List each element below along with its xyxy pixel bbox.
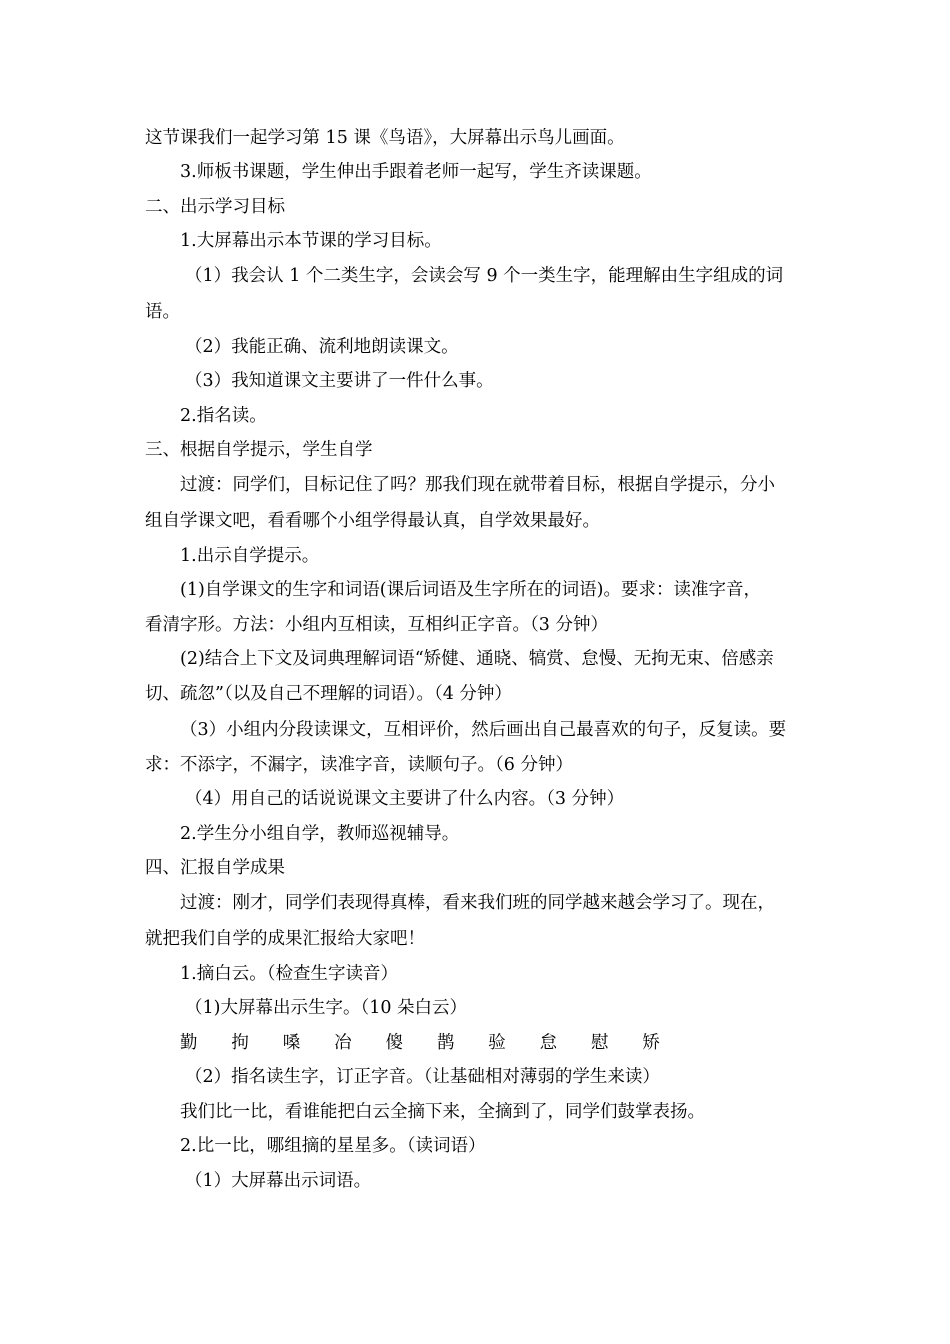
text-line: 就把我们自学的成果汇报给大家吧！	[145, 929, 425, 949]
text-line: （2）指名读生字，订正字音。（让基础相对薄弱的学生来读）	[185, 1067, 660, 1087]
text-line: 组自学课文吧，看看哪个小组学得最认真，自学效果最好。	[145, 511, 600, 531]
text-line: 1.摘白云。（检查生字读音）	[180, 964, 398, 984]
text-line: （1)大屏幕出示生字。（10 朵白云）	[185, 998, 468, 1018]
text-line: 求：不添字，不漏字，读准字音，读顺句子。（6 分钟）	[145, 755, 573, 775]
character: 怠	[539, 1033, 558, 1053]
section-heading: 二、出示学习目标	[145, 197, 285, 217]
text-line: （4）用自己的话说说课文主要讲了什么内容。（3 分钟）	[185, 789, 625, 809]
text-line: （3）小组内分段读课文，互相评价，然后画出自己最喜欢的句子，反复读。要	[180, 720, 787, 740]
character: 勤	[180, 1033, 198, 1053]
text-line: 切、疏忽”（以及自己不理解的词语）。（4 分钟）	[145, 684, 512, 704]
character: 矫	[642, 1033, 660, 1053]
character: 傻	[385, 1033, 403, 1053]
text-line: （1）我会认 1 个二类生字，会读会写 9 个一类生字，能理解由生字组成的词	[185, 266, 784, 286]
text-line: 1.大屏幕出示本节课的学习目标。	[180, 231, 442, 251]
text-line: (1)自学课文的生字和词语(课后词语及生字所在的词语)。要求：读准字音，	[180, 580, 761, 600]
text-line: (2)结合上下文及词典理解词语“矫健、通晓、犒赏、怠慢、无拘无束、倍感亲	[180, 649, 774, 669]
text-line: （3）我知道课文主要讲了一件什么事。	[185, 371, 494, 391]
text-line: 过渡：同学们，目标记住了吗？那我们现在就带着目标，根据自学提示，分小	[180, 475, 775, 495]
text-line: 过渡：刚才，同学们表现得真棒，看来我们班的同学越来越会学习了。现在，	[180, 893, 775, 913]
character-list	[180, 1032, 660, 1054]
character: 嗓	[282, 1033, 301, 1053]
character: 慰	[591, 1033, 609, 1053]
character: 验	[488, 1033, 506, 1053]
text-line: 看清字形。方法：小组内互相读，互相纠正字音。（3 分钟）	[145, 615, 608, 635]
section-heading: 三、根据自学提示，学生自学	[145, 440, 373, 460]
character: 冶	[334, 1033, 352, 1053]
text-line: 3.师板书课题，学生伸出手跟着老师一起写，学生齐读课题。	[180, 162, 652, 182]
character: 鹊	[436, 1033, 455, 1053]
character: 拘	[231, 1033, 249, 1053]
text-line: 2.学生分小组自学，教师巡视辅导。	[180, 824, 460, 844]
text-line: 语。	[145, 302, 180, 322]
text-line: 2.指名读。	[180, 406, 267, 426]
text-line: （2）我能正确、流利地朗读课文。	[185, 337, 459, 357]
text-line: 2.比一比，哪组摘的星星多。（读词语）	[180, 1136, 486, 1156]
section-heading: 四、汇报自学成果	[145, 858, 285, 878]
text-line: 这节课我们一起学习第 15 课《鸟语》，大屏幕出示鸟儿画面。	[145, 128, 625, 148]
text-line: （1）大屏幕出示词语。	[185, 1171, 372, 1191]
text-line: 我们比一比，看谁能把白云全摘下来，全摘到了，同学们鼓掌表扬。	[180, 1102, 705, 1122]
text-line: 1.出示自学提示。	[180, 546, 320, 566]
